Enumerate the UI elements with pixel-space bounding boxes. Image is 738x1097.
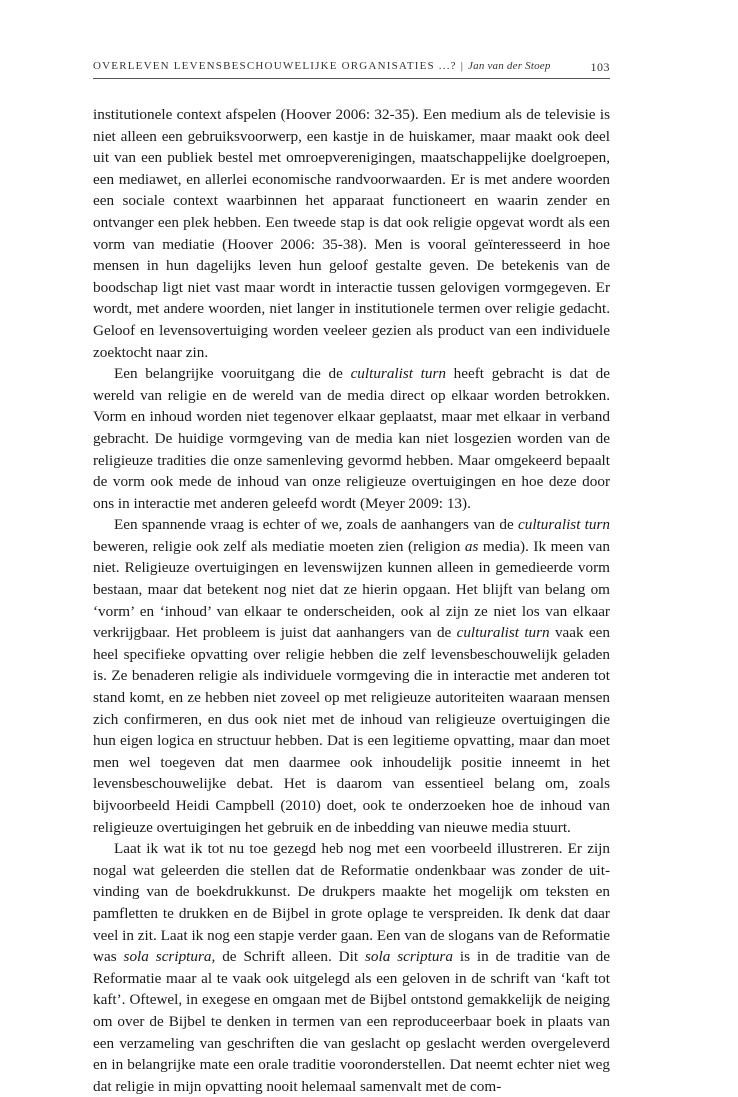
italic-term: culturalist turn	[456, 624, 550, 642]
text-run: Een belangrijke vooruitgang die de	[114, 365, 351, 383]
text-run: Laat ik wat ik tot nu toe gezegd heb nog met een voorbeeld illustreren. Er zijn nogal wat geleerden die stellen dat de Reformatie ondenkbaar was zonder de uitvinding van de boekdrukkunst. De drukpers maakte het mogelijk om teksten en pamfletten te drukken en de Bijbel in grote oplage te verspreiden. Ik denk dat daar veel in zit. Laat ik nog een stapje verder gaan. Een van de slogans van de Reformatie was	[93, 840, 610, 966]
italic-term: sola scriptura	[123, 948, 212, 966]
italic-term: culturalist turn	[350, 365, 446, 383]
text-run: vaak een heel specifieke opvatting over religie hebben die zelf levensbeschouwelijk geladen is. Ze benaderen religie als individuele vormgeving die in interactie met anderen tot stand komt, en ze hebben niet zoveel op met religieuze autoriteiten waaraan mensen zich confirmeren, en dus ook niet met de inhoud van religieuze overtuigingen die hun eigen logica en structuur hebben. Dat is een legitieme opvatting, maar dan moet men wel toegeven dat men daarmee ook inhoudelijk positie inneemt in het levensbeschouwelijke debat. Het is daarom van essentieel belang om, zoals bijvoorbeeld Heidi Campbell (2010) doet, ook te onderzoeken hoe de inhoud van religieuze overtuigingen het gebruik en de inbedding van nieuwe media stuurt.	[93, 624, 610, 836]
text-run: beweren, religie ook zelf als mediatie moeten zien (religion	[93, 537, 465, 555]
italic-term: culturalist turn	[517, 516, 610, 534]
text-run: media). Ik meen van niet. Religieuze overtuigingen en levenswijzen kunnen alleen in gemedieerde vorm bestaan, maar dat betekent nog niet dat ze hierin opgaan. Het blijft van belang om ‘vorm’ en ‘inhoud’ van elkaar te onderscheiden, ook al zijn ze niet los van elkaar verkrijgbaar. Het probleem is juist dat aanhangers van de	[93, 537, 610, 642]
text-run: is in de traditie van de Reformatie maar al te vaak ook uitgelegd als een geloven in de schrift van ‘kaft tot kaft’. Oftewel, in exegese en omgaan met de Bijbel ontstond gemakkelijk de neiging om over de Bijbel te denken in termen van een reproduceerbaar boek in plaats van een verzameling van geschriften die van geslacht op geslacht werden overgeleverd en in belangrijke mate een orale traditie vooronderstellen. Dat neemt echter niet weg dat religie in mijn opvatting nooit helemaal samenvalt met de com-	[93, 948, 610, 1095]
paragraph	[93, 514, 610, 838]
paragraph	[93, 104, 610, 363]
header-rule	[93, 78, 610, 79]
text-run: heeft gebracht is dat de wereld van religie en de wereld van de media direct op elkaar worden betrokken. Vorm en inhoud worden niet tegenover elkaar geplaatst, maar met elkaar in verband gebracht. De huidige vormgeving van de media kan niet losgezien worden van de religieuze tradities die onze samenleving gevormd hebben. Maar omgekeerd bepaalt de vorm ook mede de inhoud van onze religieuze overtuigingen en hoe deze door ons in interactie met anderen geleefd wordt (Meyer 2009: 13).	[93, 365, 610, 512]
running-title-line	[93, 60, 551, 72]
running-header	[93, 60, 610, 78]
paragraph	[93, 363, 610, 514]
text-run: , de Schrift alleen. Dit	[211, 948, 365, 966]
italic-term: as	[464, 537, 479, 555]
italic-term: sola scriptura	[365, 948, 453, 966]
page-number: 103	[590, 60, 610, 74]
text-run: Een spannende vraag is echter of we, zoals de aanhangers van de	[114, 516, 518, 534]
header-author: Jan van der Stoep	[468, 60, 551, 72]
body-text	[93, 104, 610, 1097]
text-run: institutionele context afspelen (Hoover 2006: 32-35). Een medium als de televisie is niet alleen een gebruiksvoorwerp, een kastje in de huiskamer, maar maakt ook deel uit van een publiek bestel met omroepverenigingen, maatschappelijke doelgroepen, een mediawet, en allerlei economische randvoorwaarden. Er is met andere woorden een sociale context waarbinnen het apparaat functioneert en waarin zender en ontvanger een plek hebben. Een tweede stap is dat ook religie opgevat wordt als een vorm van mediatie (Hoover 2006: 35-38). Men is vooral geïnteresseerd in hoe mensen in hun dagelijks leven hun geloof gestalte geven. De betekenis van de boodschap ligt niet vast maar wordt in interactie tussen gelovigen vormgegeven. Er wordt, met andere woorden, niet langer in institutionele termen over religie gedacht. Geloof en levensovertuiging worden veeleer gezien als product van een individuele zoektocht naar zin.	[93, 106, 610, 361]
paragraph	[93, 838, 610, 1097]
running-title: OVERLEVEN LEVENSBESCHOUWELIJKE ORGANISATIES ...? |	[93, 60, 465, 72]
